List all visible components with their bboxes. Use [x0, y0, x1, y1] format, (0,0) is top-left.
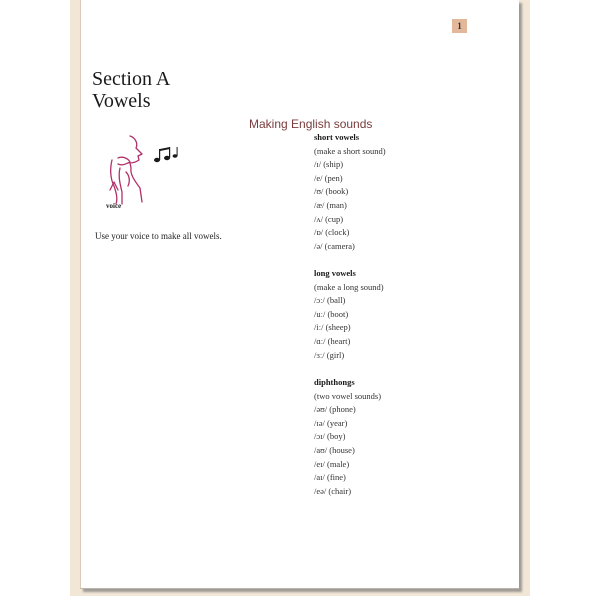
group-title: diphthongs	[314, 377, 355, 387]
long-vowels-group	[314, 267, 384, 362]
sound-item: /æ/ (man)	[314, 199, 347, 210]
sound-item: /ʊ/ (book)	[314, 186, 349, 197]
diphthongs-group	[314, 376, 381, 498]
sound-item: /aɪ/ (fine)	[314, 472, 346, 483]
sound-item: /ɑː/ (heart)	[314, 335, 351, 346]
short-vowels-group	[314, 131, 386, 253]
sound-item: /ɒ/ (clock)	[314, 227, 350, 238]
sound-item: /ʌ/ (cup)	[314, 213, 344, 224]
voice-label: voice	[106, 202, 122, 210]
section-title	[92, 68, 170, 112]
group-note: (two vowel sounds)	[314, 390, 382, 401]
section-title-line1: Section A	[92, 68, 171, 90]
sound-item: /ɪə/ (year)	[314, 417, 348, 428]
sound-item: /ɜː/ (girl)	[314, 349, 345, 360]
sound-item: /əʊ/ (phone)	[314, 404, 356, 415]
head-profile-speaking-icon	[100, 132, 180, 212]
group-note: (make a long sound)	[314, 281, 384, 292]
sound-item: /ɔː/ (ball)	[314, 295, 346, 306]
sound-item: /uː/ (boot)	[314, 308, 349, 319]
sound-item: /eə/ (chair)	[314, 485, 352, 496]
page-number-badge: 1	[452, 19, 467, 33]
sound-item: /aʊ/ (house)	[314, 444, 355, 455]
sound-item: /eɪ/ (male)	[314, 458, 350, 469]
sound-item: /ə/ (camera)	[314, 240, 355, 251]
group-title: long vowels	[314, 268, 356, 278]
subheading: Making English sounds	[249, 117, 373, 131]
sound-item: /ɔɪ/ (boy)	[314, 431, 346, 442]
instruction-text: Use your voice to make all vowels.	[95, 231, 222, 241]
group-title: short vowels	[314, 132, 360, 142]
sound-item: /iː/ (sheep)	[314, 322, 351, 333]
sound-item: /e/ (pen)	[314, 172, 343, 183]
section-title-line2: Vowels	[92, 90, 151, 112]
sound-item: /ɪ/ (ship)	[314, 159, 344, 170]
group-note: (make a short sound)	[314, 145, 386, 156]
